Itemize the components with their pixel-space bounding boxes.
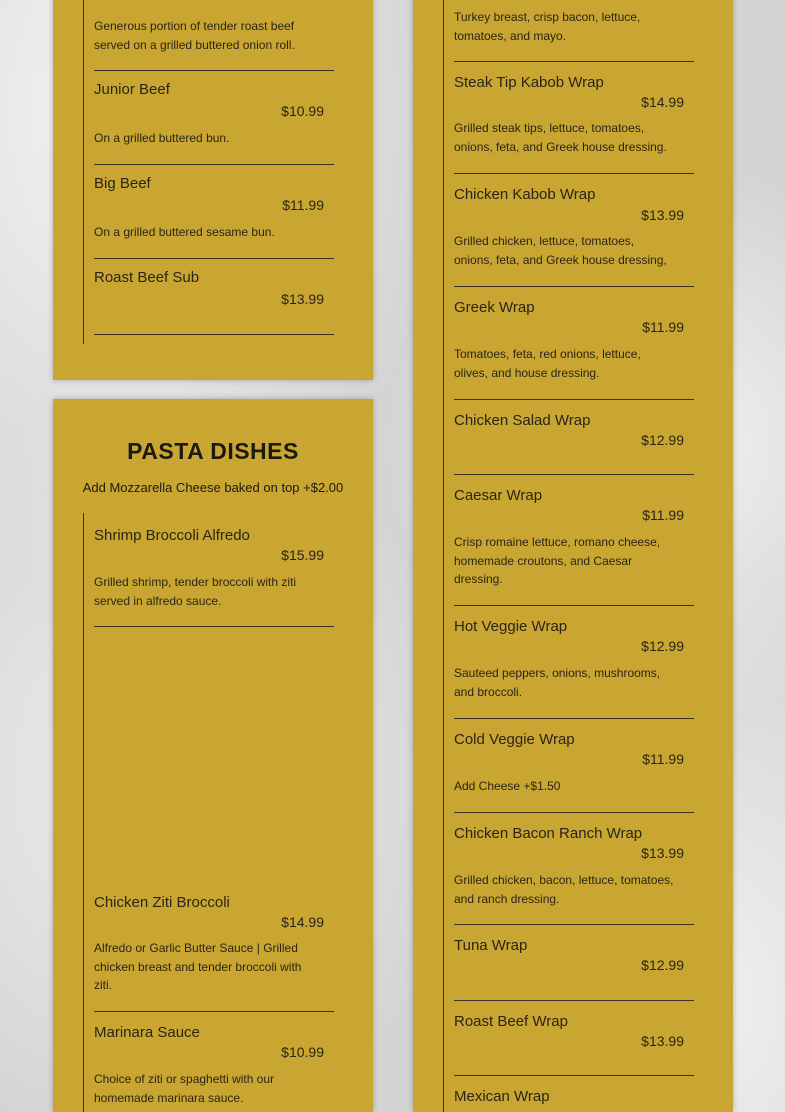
item-name: Shrimp Broccoli Alfredo [94,527,250,544]
item-name: Chicken Salad Wrap [454,412,591,429]
item-price: $13.99 [641,207,684,223]
roast-beef-card [53,0,373,380]
menu-item[interactable] [454,174,694,287]
menu-item[interactable] [94,1012,334,1112]
item-price: $11.99 [642,319,684,335]
item-description: Add Cheese +$1.50 [454,779,561,793]
menu-item[interactable] [454,813,694,925]
item-description: On a grilled buttered bun. [94,131,230,145]
item-description: Generous portion of tender roast beef served on a grilled buttered onion roll. [94,19,295,52]
item-description: Tomatoes, feta, red onions, lettuce, olives, and house dressing. [454,347,641,380]
item-name: Mexican Wrap [454,1088,550,1105]
item-name: Roast Beef Wrap [454,1013,568,1030]
menu-item[interactable] [94,627,334,1012]
menu-item[interactable] [94,259,334,335]
item-name: Hot Veggie Wrap [454,618,568,635]
menu-item[interactable] [454,475,694,606]
menu-item[interactable] [454,62,694,174]
pasta-card [53,399,373,1112]
menu-item[interactable] [454,719,694,813]
item-price: $13.99 [641,1033,684,1049]
menu-item[interactable] [454,1001,694,1076]
item-description: Grilled shrimp, tender broccoli with ziti served in alfredo sauce. [94,575,297,608]
item-name: Junior Beef [94,81,170,98]
section-title: PASTA DISHES [127,438,299,464]
item-description: Sauteed peppers, onions, mushrooms, and broccoli. [454,666,661,699]
item-name: Greek Wrap [454,299,535,316]
item-name: Big Beef [94,175,151,192]
item-price: $12.99 [641,432,684,448]
item-description: Choice of ziti or spaghetti with our homemade marinara sauce. [94,1072,275,1105]
item-description: Grilled steak tips, lettuce, tomatoes, onions, feta, and Greek house dressing. [454,121,667,154]
menu-item[interactable] [94,71,334,165]
item-name: Cold Veggie Wrap [454,731,575,748]
menu-item[interactable] [94,0,334,71]
item-name: Marinara Sauce [94,1024,200,1041]
menu-item[interactable] [454,0,694,62]
item-description: Grilled chicken, bacon, lettuce, tomatoes, and ranch dressing. [454,873,674,906]
menu-item[interactable] [454,287,694,400]
item-price: $14.99 [281,914,324,930]
wraps-card [413,0,733,1112]
wraps-list [443,0,704,1112]
menu-item[interactable] [454,925,694,1001]
item-name: Chicken Bacon Ranch Wrap [454,825,643,842]
item-price: $13.99 [281,291,324,307]
item-price: $10.99 [281,1044,324,1060]
item-price: $10.99 [281,103,324,119]
item-description: On a grilled buttered sesame bun. [94,225,275,239]
item-price: $13.99 [641,845,684,861]
item-price: $11.99 [282,197,324,213]
item-description: Grilled chicken, lettuce, tomatoes, onions, feta, and Greek house dressing, [454,234,667,267]
item-name: Steak Tip Kabob Wrap [454,74,604,91]
item-name: Chicken Kabob Wrap [454,186,596,203]
menu-item[interactable] [454,400,694,475]
roast-beef-list [83,0,344,344]
menu-item[interactable] [454,606,694,719]
item-description: Turkey breast, crisp bacon, lettuce, tomatoes, and mayo. [454,10,641,43]
item-price: $11.99 [642,751,684,767]
pasta-list [83,513,344,1112]
item-price: $14.99 [641,94,684,110]
item-price: $15.99 [281,547,324,563]
item-name: Chicken Ziti Broccoli [94,894,230,911]
section-subtitle: Add Mozzarella Cheese baked on top +$2.00 [82,480,344,495]
item-name: Roast Beef Sub [94,269,200,286]
menu-item[interactable] [94,513,334,627]
item-price: $12.99 [641,638,684,654]
item-name: Caesar Wrap [454,487,543,504]
menu-item[interactable] [454,1076,694,1112]
item-description: Alfredo or Garlic Butter Sauce | Grilled chicken breast and tender broccoli with ziti. [94,941,302,992]
item-price: $11.99 [642,507,684,523]
item-price: $12.99 [641,957,684,973]
item-name: Tuna Wrap [454,937,528,954]
menu-item[interactable] [94,165,334,259]
item-description: Crisp romaine lettuce, romano cheese, homemade croutons, and Caesar dressing. [454,535,661,586]
